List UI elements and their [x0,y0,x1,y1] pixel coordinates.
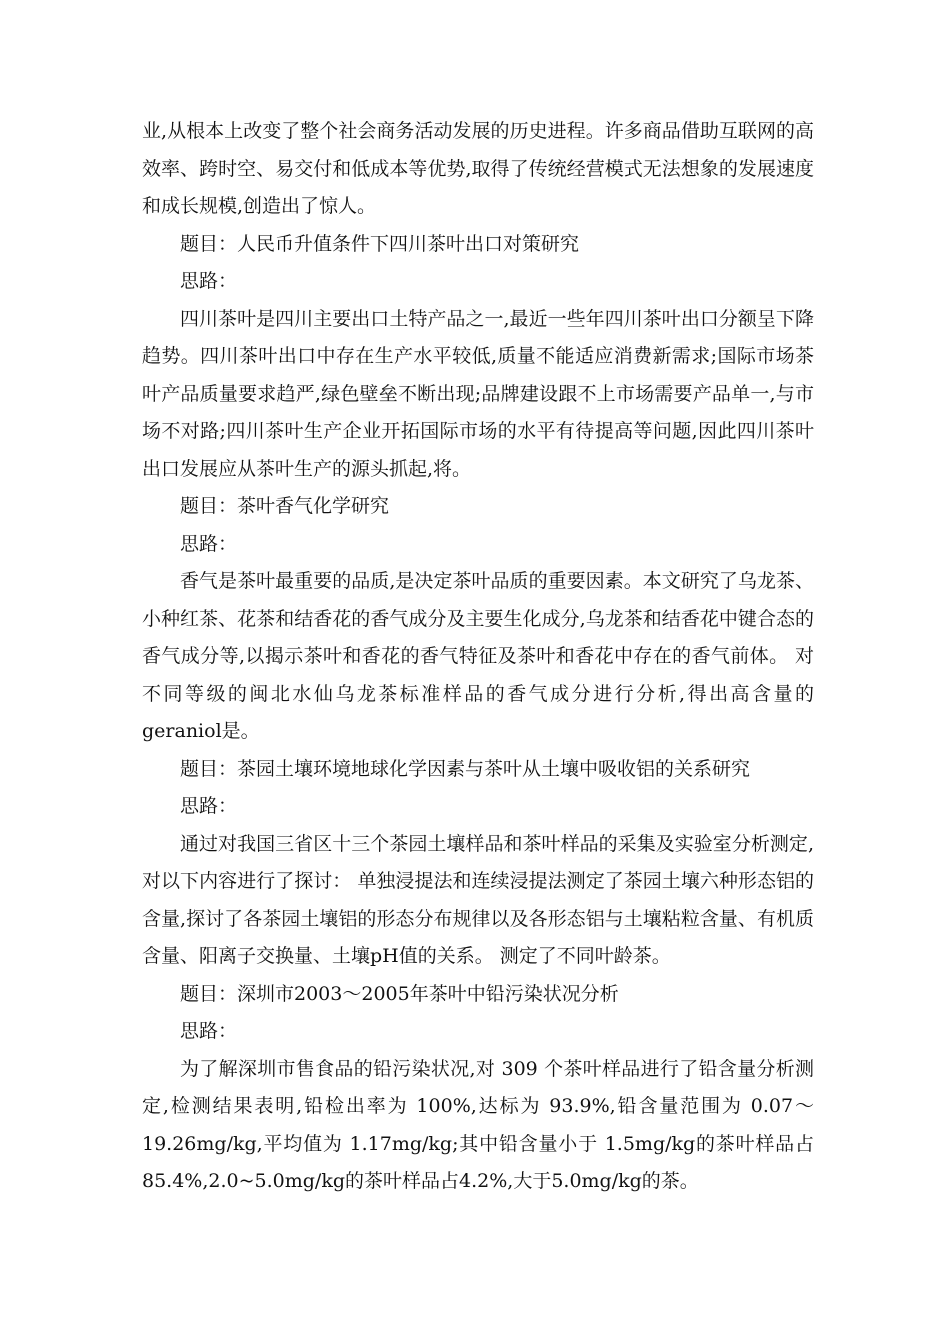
document-body [142,113,814,1201]
approach-label-2: 思路： [180,532,238,555]
topic-body-3: 通过对我国三省区十三个茶园土壤样品和茶叶样品的采集及实验室分析测定,对以下内容进行了探讨： 单独浸提法和连续浸提法测定了茶园土壤六种形态铝的含量,探讨了各茶园土壤铝的形态分布规律以及各形态铝与土壤粘粒含量、有机质含量、阳离子交换量、土壤pH值的关系。 测定了不同叶龄茶。 [142,832,814,967]
topic-title-4: 题目：深圳市2003～2005年茶叶中铅污染状况分析 [180,982,619,1005]
approach-label-4: 思路： [180,1020,238,1042]
topic-title-1: 题目：人民币升值条件下四川茶叶出口对策研究 [180,232,580,255]
approach-label-3: 思路： [180,795,238,817]
topic-title-2: 题目：茶叶香气化学研究 [180,495,390,517]
topic-title-3: 题目：茶园土壤环境地球化学因素与茶叶从土壤中吸收铝的关系研究 [180,757,751,780]
topic-body-4: 为了解深圳市售食品的铅污染状况,对 309 个茶叶样品进行了铅含量分析测定,检测结果表明,铅检出率为 100%,达标为 93.9%,铅含量范围为 0.07～19.26mg/kg,平均值为 1.17mg/kg;其中铅含量小于 1.5mg/kg的茶叶样品占85.4%,2.0~5.0mg/kg的茶叶样品占4.2%,大于5.0mg/kg的茶。 [142,1057,814,1192]
approach-label-1: 思路： [180,270,238,292]
topic-body-1: 四川茶叶是四川主要出口土特产品之一,最近一些年四川茶叶出口分额呈下降趋势。四川茶叶出口中存在生产水平较低,质量不能适应消费新需求;国际市场茶叶产品质量要求趋严,绿色壁垒不断出现;品牌建设跟不上市场需要产品单一,与市场不对路;四川茶叶生产企业开拓国际市场的水平有待提高等问题,因此四川茶叶出口发展应从茶叶生产的源头抓起,将。 [142,307,814,480]
paragraph-intro-continuation: 业,从根本上改变了整个社会商务活动发展的历史进程。许多商品借助互联网的高效率、跨时空、易交付和低成本等优势,取得了传统经营模式无法想象的发展速度和成长规模,创造出了惊人。 [142,120,814,217]
topic-body-2: 香气是茶叶最重要的品质,是决定茶叶品质的重要因素。本文研究了乌龙茶、小种红茶、花茶和结香花的香气成分及主要生化成分,乌龙茶和结香花中键合态的香气成分等,以揭示茶叶和香花的香气特征及茶叶和香花中存在的香气前体。 对不同等级的闽北水仙乌龙茶标准样品的香气成分进行分析,得出高含量的geraniol是。 [142,570,814,742]
